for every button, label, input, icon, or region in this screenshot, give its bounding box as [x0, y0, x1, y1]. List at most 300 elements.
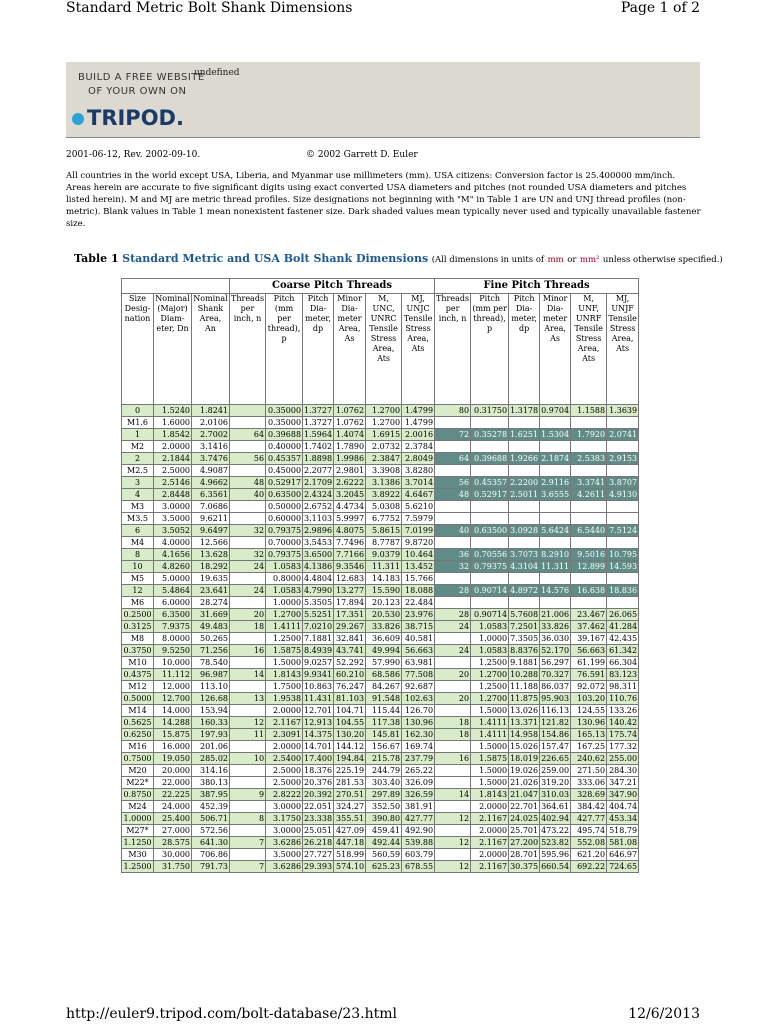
- table-cell: 194.84: [334, 753, 366, 765]
- table-cell: 0.45000: [266, 465, 303, 477]
- table-cell: 130.96: [402, 717, 435, 729]
- table-cell: 326.59: [402, 789, 435, 801]
- table-cell: 76.247: [334, 681, 366, 693]
- table-cell: [230, 633, 266, 645]
- table-cell: 1.4799: [402, 405, 435, 417]
- table-cell: 492.44: [366, 837, 402, 849]
- table-cell: [607, 573, 639, 585]
- table-cell: 6.0000: [154, 597, 192, 609]
- table-cell: 48: [230, 477, 266, 489]
- table-cell: 390.80: [366, 813, 402, 825]
- table-cell: 66.304: [607, 657, 639, 669]
- table-cell: 595.96: [541, 849, 570, 859]
- table-cell: 259.00: [541, 765, 570, 775]
- table-cell: 427.77: [571, 813, 607, 825]
- table-cell: 1.1588: [571, 405, 607, 417]
- table-cell: 574.10: [334, 861, 366, 873]
- table-row: [122, 789, 639, 801]
- table-cell: 133.26: [607, 705, 639, 717]
- table-cell: 0.70000: [266, 537, 303, 549]
- table-cell: M3.5: [122, 513, 154, 525]
- table-cell: 3.1416: [192, 441, 230, 453]
- table-cell: 7.5124: [607, 525, 639, 537]
- table-cell: 12.683: [334, 573, 366, 585]
- table-row: [122, 597, 639, 609]
- table-cell: 4.4804: [304, 573, 333, 583]
- table-cell: M8: [122, 633, 154, 645]
- table-cell: 12.700: [154, 693, 192, 705]
- table-cell: 28: [435, 585, 471, 597]
- table-cell: 22.225: [154, 789, 192, 801]
- table-cell: 2.3847: [366, 453, 402, 465]
- table-cell: 104.71: [334, 705, 366, 717]
- table-cell: 8.8376: [510, 645, 539, 655]
- table-cell: 1.4111: [471, 729, 509, 741]
- table-cell: 2.0000: [471, 849, 509, 861]
- table-cell: 0.4375: [123, 669, 152, 679]
- column-header: Size Desig-nation: [122, 294, 154, 405]
- table-cell: 3.5052: [154, 525, 192, 537]
- table-cell: 12: [435, 861, 471, 873]
- table-cell: 310.03: [541, 789, 570, 799]
- table-cell: 6.5440: [571, 525, 607, 537]
- table-cell: 226.65: [541, 753, 570, 763]
- table-cell: 10.795: [607, 549, 639, 561]
- table-cell: 22.701: [510, 801, 539, 811]
- table-cell: 5.8615: [366, 525, 402, 537]
- table-cell: 165.13: [571, 729, 607, 741]
- table-cell: 126.68: [192, 693, 230, 705]
- table-cell: [571, 537, 607, 549]
- table-cell: [230, 657, 266, 669]
- table-cell: 2.0000: [471, 801, 509, 813]
- table-cell: 3.8280: [402, 465, 435, 477]
- table-cell: [435, 537, 471, 549]
- table-cell: 303.40: [366, 777, 402, 789]
- table-cell: 2.0000: [471, 825, 509, 837]
- table-cell: [230, 705, 266, 717]
- table-cell: [230, 801, 266, 813]
- table-cell: 33.826: [541, 621, 570, 631]
- tripod-dot-icon: [72, 113, 84, 125]
- table-cell: 9.5250: [154, 645, 192, 657]
- table-cell: 7: [230, 837, 266, 849]
- table-cell: 0.79375: [266, 549, 303, 561]
- table-cell: 1.4111: [471, 717, 509, 729]
- blank-group-header: [122, 279, 230, 294]
- table-cell: 1.6915: [366, 429, 402, 441]
- table-cell: [435, 705, 471, 717]
- table-row: [122, 861, 639, 873]
- table-cell: 61.342: [607, 645, 639, 657]
- table-cell: 14: [435, 789, 471, 801]
- table-cell: 1.5964: [304, 429, 333, 439]
- table-cell: 144.12: [334, 741, 366, 753]
- table-cell: 13.371: [510, 717, 539, 727]
- column-header: Nominal (Major) Diam-eter, Dn: [154, 294, 192, 405]
- table-cell: 17.894: [334, 597, 366, 609]
- tripod-ad-banner[interactable]: [66, 62, 700, 138]
- table-row: [122, 669, 639, 681]
- table-cell: 0.5625: [123, 717, 152, 727]
- table-cell: 18.376: [304, 765, 333, 775]
- table-cell: 95.903: [541, 693, 570, 703]
- table-cell: 24.025: [510, 813, 539, 823]
- table-cell: 124.55: [571, 705, 607, 717]
- table-cell: [230, 537, 266, 549]
- table-cell: [230, 681, 266, 693]
- table-cell: 91.548: [366, 693, 402, 705]
- table-cell: [471, 441, 509, 453]
- table-cell: 3.0928: [510, 525, 539, 535]
- table-cell: 281.53: [334, 777, 366, 789]
- table-cell: 2.0016: [402, 429, 435, 441]
- table-cell: 37.462: [571, 621, 607, 633]
- table-cell: 201.06: [192, 741, 230, 753]
- table-cell: 20: [435, 693, 471, 705]
- table-cell: 265.22: [402, 765, 435, 777]
- table-cell: 110.76: [607, 693, 639, 705]
- table-cell: M5: [122, 573, 154, 585]
- table-cell: 33.826: [366, 621, 402, 633]
- table-cell: 24: [230, 585, 266, 597]
- table-cell: 3.6500: [304, 549, 333, 559]
- table-cell: [230, 405, 266, 417]
- table-cell: 18: [435, 729, 471, 741]
- table-cell: 3.6555: [541, 489, 570, 499]
- table-cell: 18.019: [510, 753, 539, 763]
- table-cell: 0.9704: [541, 405, 570, 415]
- table-cell: 20: [230, 609, 266, 621]
- table-cell: [540, 417, 571, 429]
- table-cell: 3.2045: [334, 489, 366, 501]
- table-cell: 2.0000: [154, 441, 192, 453]
- table-cell: 3.0000: [266, 825, 303, 837]
- table-cell: 9.6497: [192, 525, 230, 537]
- table-cell: [571, 501, 607, 513]
- table-cell: 13.026: [510, 705, 539, 715]
- table-cell: 23.338: [304, 813, 333, 823]
- table-cell: 1.9986: [334, 453, 366, 465]
- table-cell: 1.3727: [304, 405, 333, 415]
- table-cell: [230, 765, 266, 777]
- table-cell: 12: [435, 813, 471, 825]
- table-cell: 3.3741: [571, 477, 607, 489]
- table-cell: 9.0257: [304, 657, 333, 667]
- table-title: Standard Metric and USA Bolt Shank Dimensions: [122, 252, 429, 265]
- table-cell: 19.026: [510, 765, 539, 775]
- table-cell: 0.60000: [266, 513, 303, 525]
- table-cell: 16.000: [154, 741, 192, 753]
- table-cell: 324.27: [334, 801, 366, 813]
- table-cell: 11.112: [154, 669, 192, 681]
- table-row: [122, 753, 639, 765]
- table-cell: 2.6752: [304, 501, 333, 511]
- table-cell: 92.072: [571, 681, 607, 693]
- table-cell: M3: [122, 501, 154, 513]
- table-cell: 1.9266: [510, 453, 539, 463]
- table-cell: 641.30: [192, 837, 230, 849]
- table-cell: 404.74: [607, 801, 639, 813]
- table-cell: 4.7990: [304, 585, 333, 595]
- table-cell: 518.99: [334, 849, 366, 861]
- table-cell: 8.7787: [366, 537, 402, 549]
- table-cell: 1.0000: [123, 813, 152, 823]
- ad-undefined-note: undefined: [194, 68, 240, 78]
- table-cell: 27.200: [510, 837, 539, 847]
- table-cell: 0.8000: [266, 573, 303, 585]
- table-cell: 0.45357: [471, 477, 509, 489]
- table-cell: [435, 597, 471, 609]
- ad-line-2: OF YOUR OWN ON: [88, 86, 187, 97]
- table-cell: M24: [122, 801, 154, 813]
- table-cell: 11.875: [510, 693, 539, 703]
- table-row: [122, 657, 639, 669]
- table-cell: 0.6250: [123, 729, 152, 739]
- table-cell: 11.311: [541, 561, 570, 571]
- table-cell: 12: [122, 585, 154, 597]
- table-cell: [571, 597, 607, 609]
- table-cell: 42.435: [607, 633, 639, 645]
- table-cell: 31.669: [192, 609, 230, 621]
- table-row: [122, 849, 639, 861]
- table-cell: 1.7920: [571, 429, 607, 441]
- table-cell: 8.0000: [154, 633, 192, 645]
- column-header: Pitch (mm per thread), p: [471, 294, 509, 405]
- table-cell: 3.1750: [266, 813, 303, 825]
- table-cell: 380.13: [192, 777, 230, 789]
- table-cell: M27*: [122, 825, 154, 837]
- table-cell: 2.2200: [510, 477, 539, 487]
- table-cell: 9.1881: [510, 657, 539, 667]
- table-cell: 6.7752: [366, 513, 402, 525]
- table-cell: 96.987: [192, 669, 230, 681]
- table-cell: 0.31750: [471, 405, 509, 417]
- table-cell: 244.79: [366, 765, 402, 777]
- table-cell: 177.32: [607, 741, 639, 753]
- table-cell: 7.5979: [402, 513, 435, 525]
- table-cell: 0.7500: [123, 753, 152, 763]
- table-cell: [230, 849, 266, 861]
- table-cell: [540, 501, 571, 513]
- table-cell: 13: [230, 693, 266, 705]
- table-cell: 20.000: [154, 765, 192, 777]
- table-cell: 70.327: [541, 669, 570, 679]
- table-cell: 78.540: [192, 657, 230, 669]
- table-cell: 1.5000: [471, 705, 509, 717]
- table-cell: [230, 465, 266, 477]
- table-cell: 56.663: [402, 645, 435, 657]
- table-cell: 116.13: [541, 705, 570, 715]
- table-cell: 28: [435, 609, 471, 621]
- table-cell: 1.8143: [266, 669, 303, 681]
- table-cell: 319.20: [541, 777, 570, 787]
- table-cell: [509, 417, 540, 429]
- table-row: [122, 465, 639, 477]
- table-cell: 2.1844: [154, 453, 192, 465]
- table-cell: 117.38: [366, 717, 402, 729]
- table-cell: 4.2611: [571, 489, 607, 501]
- table-cell: 22.000: [154, 777, 192, 789]
- table-cell: 64: [435, 453, 471, 465]
- table-cell: 21.047: [510, 789, 539, 799]
- table-cell: 387.95: [192, 789, 230, 801]
- table-cell: 0.90714: [471, 585, 509, 597]
- table-cell: 29.393: [304, 861, 333, 871]
- table-cell: 22.484: [402, 597, 435, 609]
- table-cell: 56: [435, 477, 471, 489]
- table-cell: 1.5000: [471, 777, 509, 789]
- table-cell: 77.508: [402, 669, 435, 681]
- table-cell: 1.5000: [471, 765, 509, 777]
- table-cell: [571, 513, 607, 525]
- table-cell: [435, 765, 471, 777]
- table-cell: 2.9153: [607, 453, 639, 465]
- table-cell: 27.000: [154, 825, 192, 837]
- table-cell: [571, 465, 607, 477]
- table-cell: 84.267: [366, 681, 402, 693]
- table-cell: 153.94: [192, 705, 230, 717]
- table-cell: 0.79375: [471, 561, 509, 573]
- table-cell: [607, 417, 639, 429]
- table-cell: 2.5000: [154, 465, 192, 477]
- table-cell: 20.376: [304, 777, 333, 787]
- table-cell: 83.123: [607, 669, 639, 681]
- footer-url[interactable]: http://euler9.tripod.com/bolt-database/23.html: [66, 1006, 398, 1022]
- table-cell: 102.63: [402, 693, 435, 705]
- table-cell: 20: [435, 669, 471, 681]
- table-cell: 271.50: [571, 765, 607, 777]
- table-cell: 14.576: [541, 585, 570, 595]
- table-row: [122, 441, 639, 453]
- table-cell: 23.467: [571, 609, 607, 621]
- table-cell: 17.400: [304, 753, 333, 763]
- table-cell: 3.7476: [192, 453, 230, 465]
- table-cell: 5.0000: [154, 573, 192, 585]
- table-row: [122, 813, 639, 825]
- table-cell: 31.750: [154, 861, 192, 873]
- table-cell: 1.9538: [266, 693, 303, 705]
- table-cell: [607, 465, 639, 477]
- table-cell: 539.88: [402, 837, 435, 849]
- table-cell: 2.9116: [541, 477, 570, 487]
- table-cell: [230, 501, 266, 513]
- table-cell: [509, 501, 540, 513]
- table-cell: 285.02: [192, 753, 230, 765]
- table-cell: 7.1881: [304, 633, 333, 643]
- table-cell: 791.73: [192, 861, 230, 873]
- table-cell: 39.167: [571, 633, 607, 645]
- table-row: [122, 681, 639, 693]
- table-cell: [509, 597, 540, 609]
- table-cell: M1.6: [122, 417, 154, 429]
- table-cell: [509, 573, 540, 585]
- table-row: [122, 717, 639, 729]
- table-cell: 492.90: [402, 825, 435, 837]
- table-cell: 1.2700: [266, 609, 303, 621]
- table-cell: 2.7002: [192, 429, 230, 441]
- table-cell: 9.3546: [334, 561, 366, 573]
- table-cell: [435, 573, 471, 585]
- table-cell: 7.2501: [510, 621, 539, 631]
- table-row: [122, 489, 639, 501]
- table-cell: 0.40000: [266, 441, 303, 453]
- table-cell: 1.4111: [266, 621, 303, 633]
- table-cell: 1.5000: [471, 741, 509, 753]
- table-cell: 156.67: [366, 741, 402, 753]
- column-headers-row: [122, 294, 639, 405]
- table-note-pre: (All dimensions in units of: [431, 255, 545, 265]
- table-cell: 167.25: [571, 741, 607, 753]
- table-cell: 2.1167: [471, 861, 509, 873]
- table-cell: 402.94: [541, 813, 570, 823]
- table-cell: 314.16: [192, 765, 230, 777]
- table-cell: [435, 441, 471, 453]
- table-cell: 7.0199: [402, 525, 435, 537]
- table-row: [122, 777, 639, 789]
- table-cell: 71.256: [192, 645, 230, 657]
- table-cell: 692.22: [571, 861, 607, 873]
- table-cell: [435, 657, 471, 669]
- table-cell: [435, 465, 471, 477]
- column-header: Pitch (mm per thread), p: [266, 294, 303, 405]
- table-cell: 552.08: [571, 837, 607, 849]
- table-cell: [607, 441, 639, 453]
- table-row: [122, 405, 639, 417]
- table-cell: 28.575: [154, 837, 192, 849]
- table-row: [122, 513, 639, 525]
- table-cell: 130.96: [571, 717, 607, 729]
- table-cell: 17.351: [334, 609, 366, 621]
- table-cell: 0: [122, 405, 154, 417]
- table-cell: [230, 597, 266, 609]
- table-cell: 130.20: [334, 729, 366, 741]
- table-cell: 15.026: [510, 741, 539, 751]
- table-cell: 98.311: [607, 681, 639, 693]
- table-cell: 11: [230, 729, 266, 741]
- table-cell: 1.2700: [471, 669, 509, 681]
- table-cell: 28.701: [510, 849, 539, 859]
- table-cell: 2.0741: [607, 429, 639, 441]
- page-number: Page 1 of 2: [620, 0, 700, 16]
- table-body: [122, 405, 639, 873]
- table-cell: 4.1656: [154, 549, 192, 561]
- tripod-brand: TRIPOD.: [87, 106, 184, 130]
- table-cell: 9.9341: [304, 669, 333, 679]
- table-cell: 56.663: [571, 645, 607, 657]
- column-header: Nominal Shank Area, An: [192, 294, 230, 405]
- table-cell: M2: [122, 441, 154, 453]
- table-cell: 80: [435, 405, 471, 417]
- table-cell: 19.050: [154, 753, 192, 765]
- table-cell: 2.5000: [266, 777, 303, 789]
- table-caption: [74, 252, 723, 265]
- table-cell: 12: [435, 837, 471, 849]
- table-cell: 18: [230, 621, 266, 633]
- table-cell: 145.81: [366, 729, 402, 741]
- table-cell: 22.051: [304, 801, 333, 811]
- table-row: [122, 765, 639, 777]
- table-cell: 0.5000: [123, 693, 152, 703]
- table-cell: 175.74: [607, 729, 639, 741]
- table-cell: [471, 537, 509, 549]
- table-cell: [471, 573, 509, 585]
- ad-line-1: BUILD A FREE WEBSITE: [78, 72, 205, 83]
- column-header: M, UNC, UNRC Tensile Stress Area, Ats: [366, 294, 402, 405]
- table-cell: 1.7500: [266, 681, 303, 693]
- table-cell: 15.590: [366, 585, 402, 597]
- table-cell: M14: [122, 705, 154, 717]
